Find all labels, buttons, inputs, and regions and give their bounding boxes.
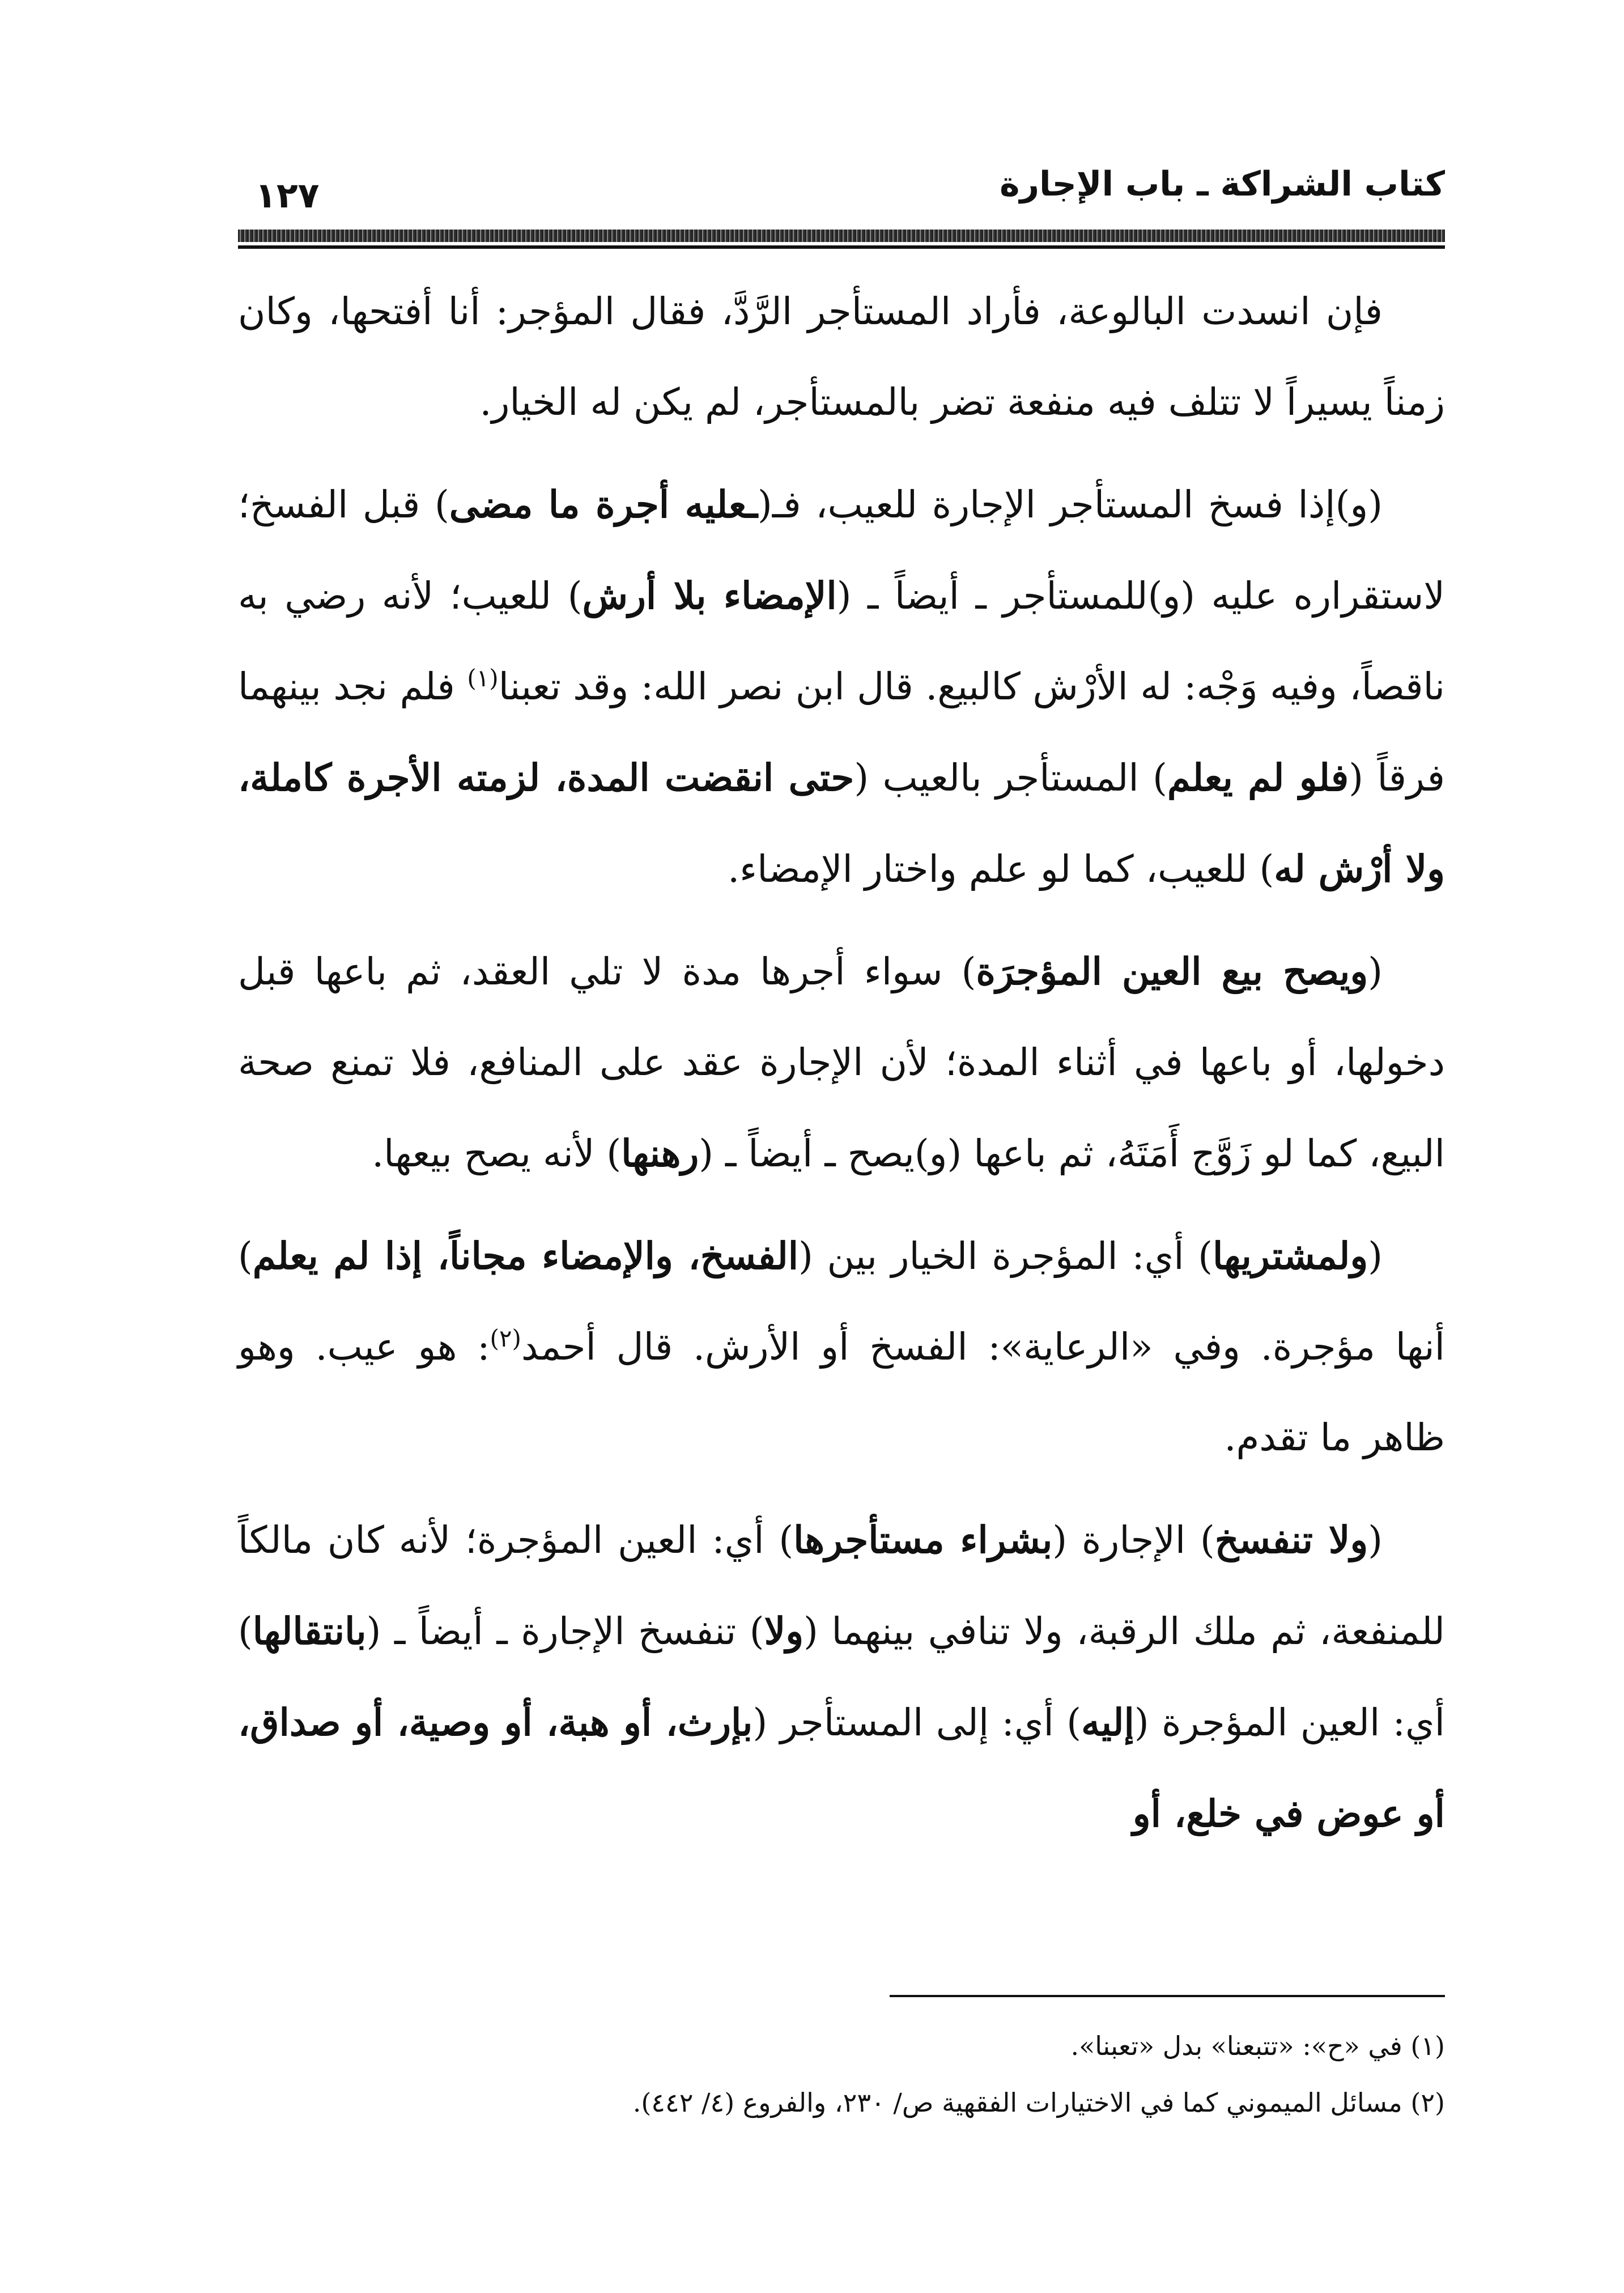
matn-text: الفسخ، والإمضاء مجاناً، إذا لم يعلم	[252, 1234, 799, 1278]
footnote-reference: (١)	[467, 664, 499, 692]
running-header	[238, 159, 1445, 221]
body-paragraph	[238, 1211, 1445, 1483]
sharh-text: (و)إذا فسخ المستأجر الإجارة للعيب، فـ(	[758, 483, 1383, 526]
sharh-text: ) سواء أجرها مدة لا تلي العقد، ثم باعها قبل دخولها، أو باعها في أثناء المدة؛ لأن الإجارة عقد على المنافع، فلا تمنع صحة البيع، كما لو زَوَّج أَمَتَهُ، ثم باعها (و)يصح ـ أيضاً ـ (	[238, 950, 1445, 1175]
sharh-text: ) أي: العين المؤجرة (	[238, 1610, 1446, 1744]
sharh-text: ) المستأجر بالعيب (	[854, 756, 1167, 800]
matn-text: ولمشتريها	[1213, 1234, 1368, 1278]
body-paragraph	[238, 266, 1445, 448]
sharh-text: (	[1368, 950, 1383, 993]
matn-text: ولا تنفسخ	[1214, 1518, 1368, 1562]
matn-text: رهنها	[621, 1131, 699, 1175]
body-paragraph	[238, 459, 1445, 915]
sharh-text: ) لأنه يصح بيعها.	[372, 1132, 622, 1175]
footnote-reference: (٢)	[490, 1324, 521, 1352]
matn-text: بانتقالها	[252, 1609, 367, 1653]
sharh-text: (	[1368, 1234, 1383, 1278]
matn-text: ولا	[764, 1609, 804, 1653]
matn-text: فلو لم يعلم	[1167, 755, 1349, 800]
sharh-text: ) للعيب، كما لو علم واختار الإمضاء.	[728, 847, 1274, 891]
matn-text: بشراء مستأجرها	[793, 1518, 1053, 1562]
matn-text: ـعليه أجرة ما مضى	[449, 482, 758, 526]
body-paragraph	[238, 926, 1445, 1199]
matn-text: ويصح بيع العين المؤجرَة	[976, 949, 1368, 993]
sharh-text: ) أي: إلى المستأجر (	[753, 1701, 1082, 1744]
header-decorative-rule	[238, 230, 1445, 242]
sharh-text: ) الإجارة (	[1052, 1518, 1215, 1562]
header-rule-line	[238, 245, 1445, 249]
matn-text: الإمضاء بلا أرش	[582, 574, 837, 618]
sharh-text: ) تنفسخ الإجارة ـ أيضاً ـ (	[366, 1610, 764, 1653]
chapter-title: كتاب الشراكة ـ باب الإجارة	[1000, 164, 1445, 204]
sharh-text: ) أنها مؤجرة. وفي «الرعاية»: الفسخ أو الأرش. قال أحمد	[238, 1234, 1446, 1369]
body-paragraph	[238, 1494, 1445, 1859]
matn-text: إليه	[1081, 1700, 1134, 1744]
matn-text: حتى انقضت المدة، لزمته الأجرة كاملة، ولا أرْش له	[238, 755, 1445, 891]
sharh-text: ) أي: المؤجرة الخيار بين (	[798, 1234, 1213, 1278]
sharh-text: ) للعيب؛ لأنه رضي به ناقصاً، وفيه وَجْه: له الأرْش كالبيع. قال ابن نصر الله: وقد تعبنا	[238, 574, 1445, 708]
main-text	[238, 266, 1445, 1859]
footnote-separator	[890, 1995, 1445, 1997]
sharh-text: فلم نجد بينهما فرقاً (	[238, 665, 1446, 800]
sharh-text: (	[1368, 1518, 1383, 1562]
sharh-text: فإن انسدت البالوعة، فأراد المستأجر الرَّدَّ، فقال المؤجر: أنا أفتحها، وكان زمناً يسيراً لا تتلف فيه منفعة تضر بالمستأجر، لم يكن له الخيار.	[238, 290, 1445, 424]
matn-text: بإرث، أو هبة، أو وصية، أو صداق، أو عوض في خلع، أو	[238, 1700, 1445, 1836]
footnotes	[238, 2018, 1445, 2131]
sharh-text: ) أي: العين المؤجرة؛ لأنه كان مالكاً للمنفعة، ثم ملك الرقبة، ولا تنافي بينهما (	[238, 1518, 1445, 1653]
page-number: ١٢٧	[255, 175, 320, 216]
sharh-text: : هو عيب. وهو ظاهر ما تقدم.	[238, 1325, 1445, 1459]
footnote-1: (١) في «ح»: «تتبعنا» بدل «تعبنا».	[1070, 2031, 1445, 2061]
footnote-2: (٢) مسائل الميموني كما في الاختيارات الفقهية ص/ ٢٣٠، والفروع (٤/ ٤٤٢).	[632, 2087, 1445, 2118]
sharh-text: ) قبل الفسخ؛ لاستقراره عليه (و)للمستأجر ـ أيضاً ـ (	[238, 483, 1445, 618]
